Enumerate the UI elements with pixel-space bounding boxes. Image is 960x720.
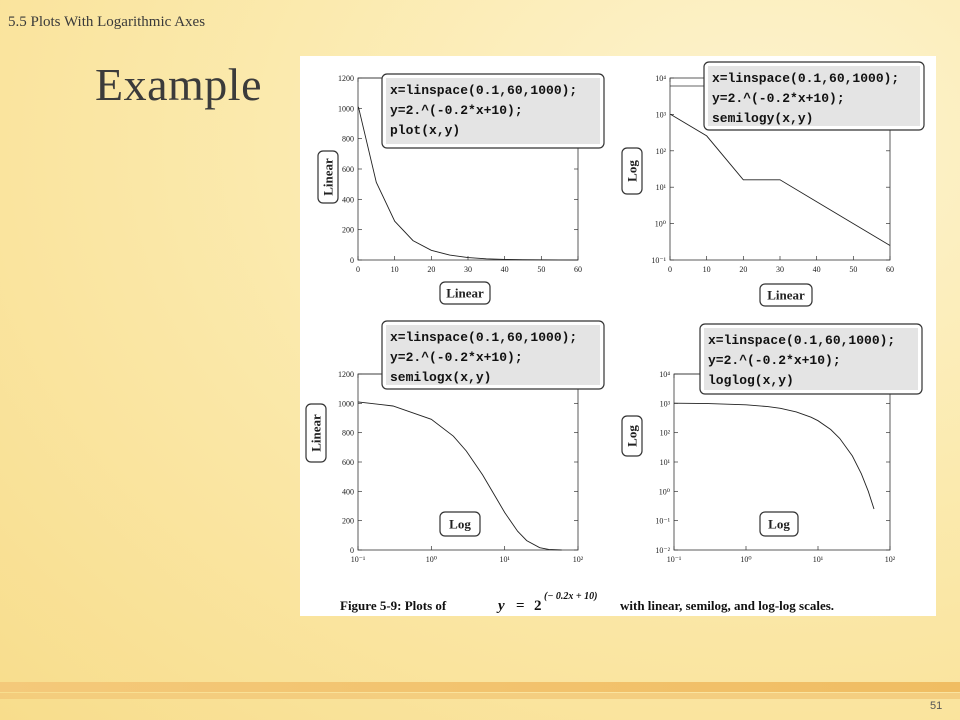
x-tick-label: 10 — [702, 265, 711, 274]
x-tick-label: 10⁰ — [425, 555, 437, 564]
y-tick-label: 200 — [342, 516, 354, 526]
y-tick-label: 10⁴ — [655, 74, 666, 83]
slide-title: Example — [95, 59, 262, 110]
y-tick-label: 800 — [342, 428, 354, 438]
x-tick-label: 10 — [390, 265, 399, 274]
code-line: y=2.^(-0.2*x+10); — [390, 103, 523, 118]
code-line: semilogx(x,y) — [390, 370, 492, 385]
x-axis-label: Linear — [446, 285, 484, 301]
y-axis-label: Linear — [308, 414, 324, 452]
figure-plots — [300, 56, 936, 616]
y-tick-label: 800 — [342, 134, 354, 144]
x-tick-label: 10⁻¹ — [666, 555, 682, 564]
y-tick-label: 600 — [342, 458, 354, 467]
code-line: plot(x,y) — [390, 123, 461, 138]
x-tick-label: 30 — [464, 265, 472, 274]
figure-caption — [340, 591, 834, 614]
caption-prefix: Figure 5-9: Plots of — [340, 598, 447, 613]
y-tick-label: 600 — [342, 165, 354, 174]
y-tick-label: 10⁰ — [658, 487, 670, 497]
caption-eq-base: 2 — [534, 598, 542, 614]
data-curve — [674, 403, 874, 509]
x-tick-label: 10² — [884, 555, 896, 564]
x-tick-label: 60 — [886, 265, 894, 274]
x-tick-label: 0 — [668, 265, 672, 274]
x-tick-label: 60 — [574, 265, 582, 274]
y-tick-label: 400 — [342, 195, 354, 205]
plot-loglog — [622, 324, 922, 564]
x-axis-label: Linear — [767, 287, 805, 303]
x-tick-label: 50 — [849, 265, 858, 274]
caption-eq-equals: = — [516, 598, 525, 614]
code-line: loglog(x,y) — [708, 373, 794, 388]
code-line: y=2.^(-0.2*x+10); — [712, 91, 845, 106]
footer-bar-lower — [0, 693, 960, 699]
y-tick-label: 1200 — [338, 74, 354, 83]
footer-bar — [0, 682, 960, 692]
y-tick-label: 200 — [342, 225, 354, 235]
y-tick-label: 10² — [659, 428, 670, 438]
plot-linear-linear — [318, 74, 604, 304]
caption-suffix: with linear, semilog, and log-log scales. — [620, 598, 835, 613]
x-tick-label: 10¹ — [499, 555, 510, 564]
code-callout — [700, 324, 922, 394]
x-tick-label: 20 — [427, 265, 436, 274]
code-line: x=linspace(0.1,60,1000); — [390, 330, 578, 345]
section-title: 5.5 Plots With Logarithmic Axes — [8, 14, 206, 30]
plot-semilogy — [622, 62, 924, 306]
y-axis-label: Linear — [320, 158, 336, 196]
y-tick-label: 1200 — [338, 370, 354, 379]
plot-semilogx — [306, 321, 604, 564]
x-tick-label: 10⁻¹ — [350, 555, 366, 564]
y-tick-label: 10¹ — [659, 458, 670, 467]
y-axis-label: Log — [624, 425, 640, 447]
y-tick-label: 10⁻² — [655, 546, 670, 555]
y-tick-label: 0 — [350, 546, 354, 555]
code-line: y=2.^(-0.2*x+10); — [708, 353, 841, 368]
page-number: 51 — [930, 700, 943, 712]
x-axis-label: Log — [449, 516, 471, 532]
y-axis-label: Log — [624, 160, 640, 182]
x-tick-label: 10¹ — [812, 555, 824, 564]
x-tick-label: 50 — [537, 265, 546, 274]
x-tick-label: 20 — [739, 265, 748, 274]
code-line: x=linspace(0.1,60,1000); — [712, 71, 900, 86]
caption-eq-exponent: (− 0.2x + 10) — [544, 591, 598, 602]
data-curve — [670, 114, 890, 245]
y-tick-label: 10³ — [659, 399, 670, 409]
y-tick-label: 10³ — [655, 110, 666, 120]
y-tick-label: 10⁻¹ — [655, 516, 670, 526]
x-tick-label: 10² — [572, 555, 584, 564]
caption-eq-y: y — [498, 598, 505, 614]
code-callout — [382, 321, 604, 389]
y-tick-label: 10¹ — [655, 183, 666, 193]
x-tick-label: 10⁰ — [740, 555, 752, 564]
y-tick-label: 10⁴ — [659, 370, 670, 379]
y-tick-label: 10⁰ — [654, 219, 666, 229]
code-callout — [704, 62, 924, 130]
x-tick-label: 30 — [776, 265, 784, 274]
y-tick-label: 1000 — [338, 399, 354, 409]
y-tick-label: 10² — [655, 146, 666, 156]
y-tick-label: 400 — [342, 487, 354, 497]
x-tick-label: 0 — [356, 265, 360, 274]
x-tick-label: 40 — [500, 265, 509, 274]
figure-panel — [300, 56, 936, 616]
x-axis-label: Log — [768, 516, 790, 532]
y-tick-label: 10⁻¹ — [651, 256, 666, 265]
code-callout — [382, 74, 604, 148]
y-tick-label: 0 — [350, 256, 354, 265]
code-line: x=linspace(0.1,60,1000); — [390, 83, 578, 98]
code-line: y=2.^(-0.2*x+10); — [390, 350, 523, 365]
code-line: semilogy(x,y) — [712, 111, 814, 126]
x-tick-label: 40 — [812, 265, 821, 274]
y-tick-label: 1000 — [338, 104, 354, 114]
code-line: x=linspace(0.1,60,1000); — [708, 333, 896, 348]
